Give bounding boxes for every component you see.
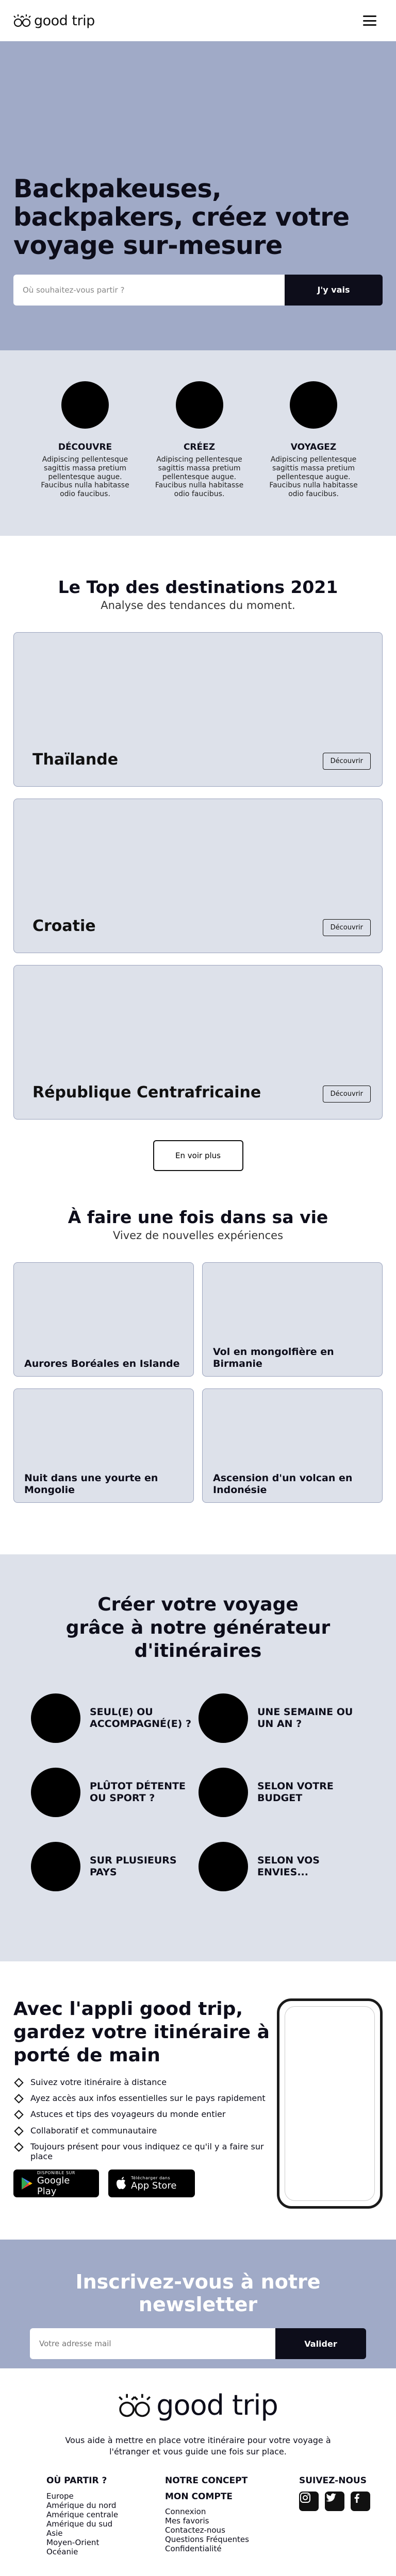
footer-col-title[interactable]: MON COMPTE <box>165 2491 233 2502</box>
footer-link[interactable]: Europe <box>46 2491 74 2501</box>
section-title: Avec l'appli good trip, gardez votre itinéraire à porté de main <box>13 1998 270 2066</box>
app-store-badge[interactable] <box>108 2170 195 2197</box>
feature-item <box>13 2142 271 2161</box>
footer-link[interactable]: Asie <box>46 2528 63 2538</box>
apple-icon <box>116 2177 127 2190</box>
experiences-section <box>0 1171 396 1503</box>
concept-title: VOYAGEZ <box>290 442 337 452</box>
subscribe-button[interactable]: Valider <box>275 2328 366 2359</box>
title-line: grâce à notre générateur d'itinéraires <box>65 1617 331 1662</box>
facebook-icon[interactable] <box>351 2492 370 2511</box>
footer-link[interactable]: Moyen-Orient <box>46 2537 100 2547</box>
generator-options <box>31 1693 396 1891</box>
experience-name: Aurores Boréales en Islande <box>24 1358 180 1370</box>
hero-section <box>0 41 396 350</box>
experience-card[interactable] <box>202 1388 383 1503</box>
concept-item-creez <box>153 381 246 536</box>
instagram-icon[interactable] <box>299 2492 319 2511</box>
footer-link[interactable]: Contactez-nous <box>165 2525 225 2535</box>
phone-mockup <box>277 1998 383 2209</box>
social-links <box>299 2492 370 2511</box>
logo-text: good trip <box>156 2389 278 2421</box>
more-wrap <box>13 1140 383 1171</box>
option-label: SELON VOS ENVIES... <box>257 1855 320 1878</box>
concept-text: Adipiscing pellentesque sagittis massa pretium pellentesque augue. Faucibus nulla habitasse odio faucibus. <box>155 455 244 499</box>
option-label: SEUL(E) OU ACCOMPAGNÉ(E) ? <box>90 1706 191 1730</box>
option-image <box>31 1693 80 1743</box>
generator-option[interactable] <box>31 1693 199 1743</box>
footer-description: Vous aide à mettre en place votre itinéraire pour votre voyage à l'étranger et vous guide une fois sur place. <box>65 2435 331 2456</box>
logo-text: good trip <box>34 12 95 29</box>
footer-col-title[interactable]: NOTRE CONCEPT <box>165 2476 248 2486</box>
concept-item-decouvre <box>39 381 131 536</box>
discover-button[interactable]: Découvrir <box>323 919 371 936</box>
diamond-bullet-icon <box>14 2142 23 2151</box>
option-image <box>199 1842 248 1891</box>
store-name: App Store <box>131 2180 177 2192</box>
destination-name: Croatie <box>32 917 96 935</box>
experience-name: Ascension d'un volcan en Indonésie <box>213 1472 353 1496</box>
concept-image <box>61 381 109 429</box>
option-label: PLÛTOT DÉTENTE OU SPORT ? <box>90 1781 186 1804</box>
feature-item <box>13 2109 271 2119</box>
logo-icon <box>13 13 31 28</box>
diamond-bullet-icon <box>14 2078 23 2087</box>
footer-link[interactable]: Mes favoris <box>165 2516 209 2526</box>
footer-link[interactable]: Confidentialité <box>165 2544 222 2553</box>
experience-name: Nuit dans une yourte en Mongolie <box>24 1472 158 1496</box>
generator-option[interactable] <box>199 1768 366 1817</box>
generator-option[interactable] <box>199 1842 366 1891</box>
section-title: À faire une fois dans sa vie <box>68 1207 328 1227</box>
option-image <box>31 1768 80 1817</box>
experience-card[interactable] <box>202 1262 383 1377</box>
footer-col-destinations <box>46 2476 165 2556</box>
footer-col-title: SUIVEZ-NOUS <box>299 2476 367 2486</box>
section-title <box>0 1593 396 1663</box>
destination-card[interactable] <box>13 965 383 1120</box>
see-more-button[interactable]: En voir plus <box>153 1140 243 1171</box>
experience-name: Vol en mongolfière en Birmanie <box>213 1346 334 1370</box>
google-play-badge[interactable] <box>13 2170 99 2197</box>
experience-card[interactable] <box>13 1262 194 1377</box>
footer-link[interactable]: Amérique centrale <box>46 2510 119 2519</box>
feature-item <box>13 2126 271 2136</box>
option-label: UNE SEMAINE OU UN AN ? <box>257 1706 353 1730</box>
phone-screen <box>285 2006 375 2201</box>
concept-title: CRÉEZ <box>183 442 216 452</box>
feature-text: Toujours présent pour vous indiquez ce qu'il y a faire sur place <box>30 2141 264 2161</box>
store-small-text: Télécharger dans <box>131 2176 171 2181</box>
title-line: Créer votre voyage <box>97 1594 299 1615</box>
footer-col-concept <box>165 2476 299 2556</box>
footer-link[interactable]: Connexion <box>165 2506 206 2516</box>
diamond-bullet-icon <box>14 2126 23 2136</box>
feature-item <box>13 2077 271 2087</box>
logo-link[interactable] <box>13 13 95 29</box>
destination-name: Thaïlande <box>32 751 119 769</box>
hamburger-menu-icon[interactable] <box>363 15 376 26</box>
logo-icon <box>118 2392 151 2419</box>
newsletter-title: Inscrivez-vous à notre newsletter <box>75 2270 321 2316</box>
newsletter-form <box>30 2328 366 2359</box>
footer-col-title: OÙ PARTIR ? <box>46 2476 107 2486</box>
option-label: SUR PLUSIEURS PAYS <box>90 1855 177 1878</box>
concept-text: Adipiscing pellentesque sagittis massa pretium pellentesque augue. Faucibus nulla habitasse odio faucibus. <box>41 455 129 499</box>
option-image <box>199 1693 248 1743</box>
concept-image <box>176 381 223 429</box>
concept-text: Adipiscing pellentesque sagittis massa pretium pellentesque augue. Faucibus nulla habitasse odio faucibus. <box>269 455 358 499</box>
footer-link[interactable]: Questions Fréquentes <box>165 2534 249 2544</box>
option-image <box>199 1768 248 1817</box>
section-subtitle: Vivez de nouvelles expériences <box>112 1229 284 1242</box>
discover-button[interactable]: Découvrir <box>323 753 371 770</box>
generator-option[interactable] <box>31 1768 199 1817</box>
app-section <box>0 1961 396 2240</box>
section-title: Le Top des destinations 2021 <box>58 577 338 597</box>
app-features <box>13 2077 271 2161</box>
itinerary-generator-section <box>0 1554 396 1961</box>
feature-text: Astuces et tips des voyageurs du monde entier <box>30 2109 226 2120</box>
concept-item-voyagez <box>267 381 360 536</box>
footer-col-social <box>299 2476 370 2556</box>
footer-link[interactable]: Amérique du sud <box>46 2519 113 2529</box>
option-image <box>31 1842 80 1891</box>
concept-image <box>290 381 337 429</box>
feature-text: Ayez accès aux infos essentielles sur le pays rapidement <box>30 2093 266 2104</box>
top-destinations-section <box>0 536 396 1171</box>
twitter-icon[interactable] <box>325 2492 344 2511</box>
diamond-bullet-icon <box>14 2110 23 2120</box>
experience-card[interactable] <box>13 1388 194 1503</box>
generator-option[interactable] <box>199 1693 366 1743</box>
feature-text: Suivez votre itinéraire à distance <box>30 2077 167 2087</box>
search-submit-button[interactable]: J'y vais <box>285 275 383 306</box>
hero-search <box>13 275 383 306</box>
destination-list <box>13 632 383 1120</box>
site-footer <box>0 2368 396 2576</box>
hero-title: Backpakeuses, backpakers, créez votre voyage sur-mesure <box>13 174 350 260</box>
section-subtitle: Analyse des tendances du moment. <box>101 599 295 612</box>
destination-name: République Centrafricaine <box>32 1083 261 1101</box>
footer-logo[interactable] <box>0 2389 396 2421</box>
feature-text: Collaboratif et communautaire <box>30 2125 157 2136</box>
site-header <box>0 0 396 41</box>
footer-link[interactable]: Océanie <box>46 2547 78 2556</box>
footer-columns <box>46 2476 396 2556</box>
experience-grid <box>13 1262 383 1503</box>
google-play-icon <box>21 2177 33 2190</box>
feature-item <box>13 2093 271 2103</box>
diamond-bullet-icon <box>14 2094 23 2103</box>
destination-search-input[interactable] <box>13 275 285 306</box>
concept-title: DÉCOUVRE <box>58 442 112 452</box>
option-label: SELON VOTRE BUDGET <box>257 1781 334 1804</box>
footer-link[interactable]: Amérique du nord <box>46 2500 117 2510</box>
store-small-text: DISPONIBLE SUR <box>37 2170 75 2175</box>
newsletter-section <box>0 2240 396 2368</box>
generator-option[interactable] <box>31 1842 199 1891</box>
store-name: Google Play <box>37 2175 70 2197</box>
destination-card[interactable] <box>13 799 383 953</box>
destination-card[interactable] <box>13 632 383 787</box>
email-field[interactable] <box>30 2328 275 2359</box>
discover-button[interactable]: Découvrir <box>323 1086 371 1103</box>
concept-section <box>0 350 396 536</box>
